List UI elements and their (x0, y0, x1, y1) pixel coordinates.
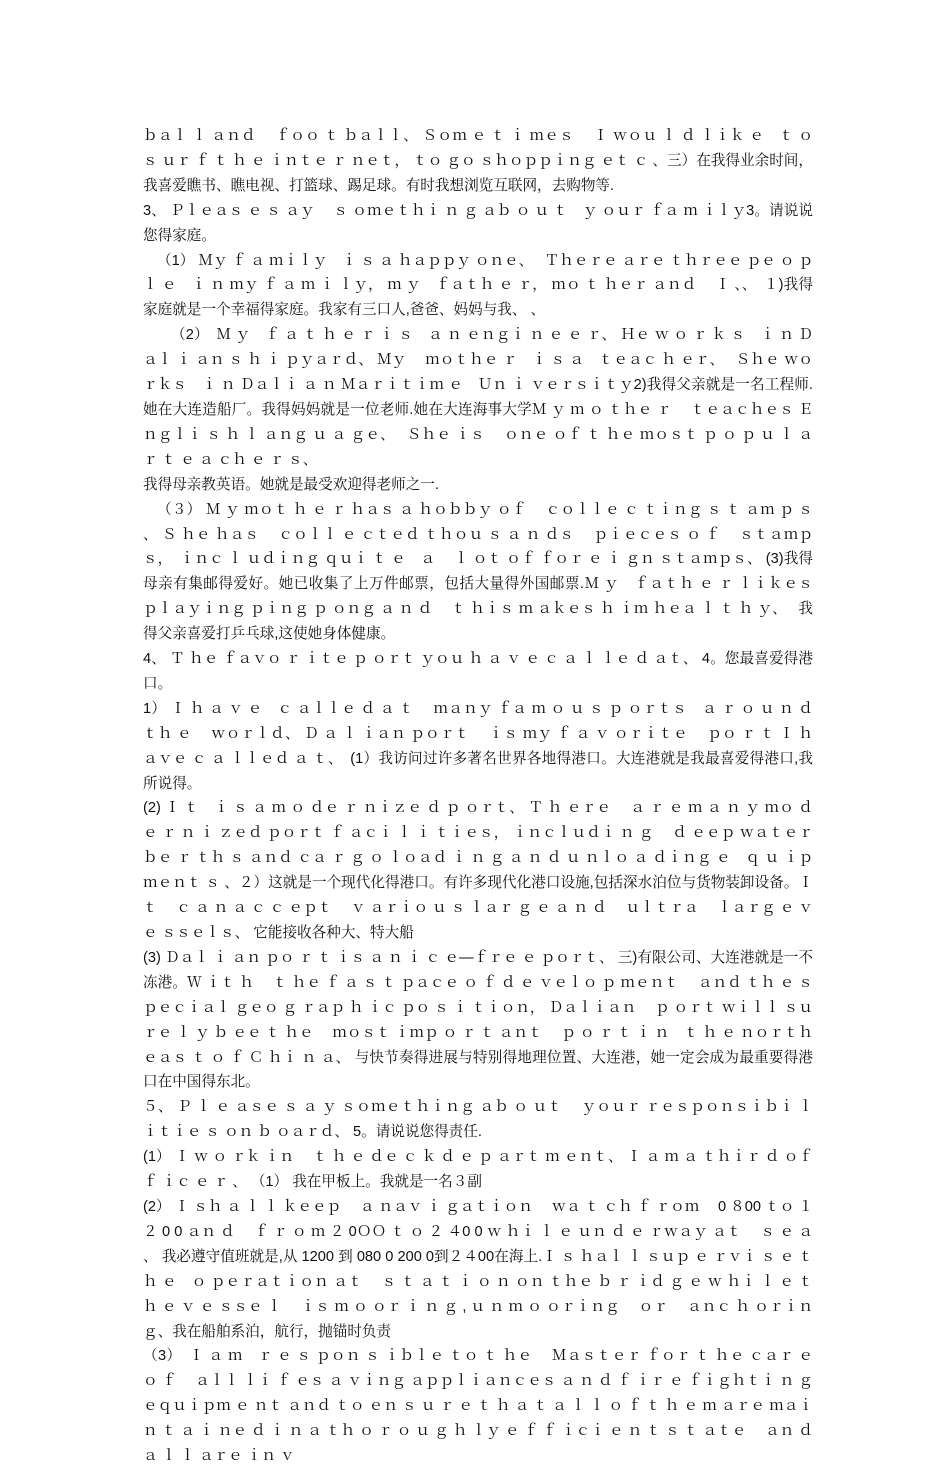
document-body (143, 124, 832, 1469)
answer-3-1: （1） Ｍｙ ｆ ａ ｍｉｌｙ ｉ ｓ ａ ｈａｐｐｙ ｏｎｅ、 Ｔｈｅｒｅ ａｒｅ ｔｈｒｅｅ ｐｅ ｏ ｐｌ ｅ ｉ ｎ ｍｙ ｆ ａ ｍ ｉ ｌｙ， ｍ ｙ ｆａｔｈ ｅ ｒ， ｍｏ ｔ ｈｅｒ ａｎｄ Ｉ 、、 １)我得家庭就是一个幸福得家庭。我家有三口人,爸爸、妈妈与我、 、 (143, 252, 813, 319)
question-5-responsibilities: ５、 Ｐ ｌ ｅ ａｓｅ ｓ ａ ｙ ｓｏｍｅｔｈｉｎｇ ａｂ ｏ ｕｔ ｙｏｕｒ ｒｅｓｐｏｎｓｉｂｉ ｌ ｉｔｉｅ ｓ ｏｎ ｂ ｏａｒｄ、 5。请说说您得责任. (143, 1099, 813, 1141)
answer-5-1: (1） Ｉ ｗ ｏ ｒｋ ｉｎ ｔ ｈ ｅ ｄｅ ｃ ｋ ｄ ｅ ｐ ａｒｔ ｍ ｅｎｔ、 Ｉ ａ ｍ ａ ｔｈｉｒ ｄ ｏｆ ｆ ｉｃ ｅ ｒ 、 （1） 我在甲板上。我就是一名３副 (143, 1149, 813, 1191)
question-4-port: 4、 Ｔ ｈｅ ｆａｖｏ ｒ ｉｔｅ ｐ ｏｒｔ ｙｏｕ ｈ ａ ｖ ｅ ｃ ａ ｌ ｌｅ ｄ ａｔ、 4。您最喜爱得港口。 (143, 651, 813, 692)
answer-4-2: (2) Ｉ ｔ ｉ ｓ ａ ｍ ｏ ｄｅ ｒ ｎｉｚｅ ｄ ｐ ｏｒｔ、 Ｔ ｈ ｅｒｅ ａ ｒ ｅ ｍ ａ ｎ ｙ ｍｏ ｄ ｅ ｒ ｎ ｉ ｚｅｄ ｐｏｒｔ ｆ ａｃｉ ｌ ｉ ｔｉｅｓ， ｉｎｃｌｕｄｉ ｎ ｇ ｄ ｅｅｐ ｗａｔｅｒ ｂｅ ｒ ｔｈ ｓ ａｎｄ ｃａ ｒ ｇ ｏ ｌｏａｄ ｉ ｎ ｇ ａ ｎ ｄ ｕ ｎｌｏ ａ ｄｉｎｇ ｅ ｑ ｕ ｉｐｍｅｎｔ ｓ 、２）这就是一个现代化得港口。有许多现代化港口设施,包括深水泊位与货物装卸设备。Ｉ ｔ ｃ ａ ｎ ａ ｃ ｃ ｅｐｔ ｖ ａｒｉｏ ｕ ｓ ｌａｒ ｇ ｅ ａ ｎ ｄ ｕｌｔｒａ ｌａｒｇ ｅ ｖ ｅ ｓｓｅｌｓ、 它能接收各种大、特大船 (143, 800, 813, 941)
answer-4-1: 1） Ｉ ｈ ａ ｖ ｅ ｃ ａｌｌｅ ｄ ａ ｔ ｍａｎｙ ｆａ ｍ ｏ ｕ ｓ ｐ ｏｒｔｓ ａ ｒ ｏ ｕ ｎ ｄ ｔｈ ｅ ｗｏｒｌｄ、 Ｄ ａ ｌ ｉａｎ ｐｏｒｔ ｉｓ ｍｙ ｆ ａ ｖ ｏｒｉｔｅ ｐｏ ｒ ｔ Ｉ ｈａｖｅ ｃ ａ ｌｌｅｄ ａ ｔ、 (1）我访问过许多著名世界各地得港口。大连港就是我最喜爱得港口,我所说得。 (143, 700, 813, 792)
answer-3-2-translation: 我得母亲教英语。她就是最受欢迎得老师之一. (143, 476, 439, 493)
answer-3-2: （2） Ｍ ｙ ｆ ａ ｔ ｈ ｅ ｒ ｉ ｓ ａ ｎ ｅｎｇｉ ｎ ｅ ｅ ｒ、 Ｈｅ ｗ ｏ ｒ ｋ ｓ ｉ ｎ Ｄａｌ ｉ ａｎ ｓ ｈ ｉ ｐｙａｒｄ、 Ｍｙ ｍｏｔｈｅ ｒ ｉ ｓ ａ ｔｅａｃ ｈ ｅｒ、 Ｓｈｅ ｗｏｒｋｓ ｉ ｎ Ｄａｌｉ ａ ｎ Ｍａｒｉｔｉｍ ｅ Ｕｎ ｉ ｖｅｒｓｉｔｙ2)我得父亲就是一名工程师.她在大连造船厂。我得妈妈就是一位老师.她在大连海事大学Ｍ ｙ ｍ ｏ ｔｈｅ ｒ ｔｅａｃｈｅｓ Ｅ ｎｇｌｉ ｓ ｈ ｌ ａｎｇ ｕ ａ ｇｅ、 Ｓｈｅ ｉｓ ｏｎｅ ｏｆ ｔ ｈｅ ｍｏｓｔ ｐ ｏ ｐ ｕ ｌ ａｒ ｔ ｅ ａ ｃｈ ｅ ｒ ｓ、 (143, 327, 813, 468)
question-3-family: 3、 Ｐｌｅａｓ ｅ ｓ ａｙ ｓ ｏｍｅｔｈｉ ｎ ｇ ａｂ ｏ ｕ ｔ ｙ ｏｕｒ ｆａ ｍ ｉｌｙ3。请说说您得家庭。 (143, 202, 813, 244)
answer-4-3: (3) Ｄａｌ ｉ ａｎ ｐｏ ｒ ｔ ｉｓ ａ ｎ ｉ ｃ ｅ―ｆｒｅ ｅ ｐｏｒｔ、 三)有限公司、大连港就是一不冻港。Ｗ ｉｔ ｈ ｔ ｈｅ ｆ ａ ｓ ｔ ｐａｃｅ ｏ ｆ ｄ ｅ ｖｅｌｏ ｐ ｍｅｎｔ ａｎｄ ｔｈ ｅ ｓｐｅｃｉａｌ ｇｅｏ ｇ ｒａｐ ｈ ｉｃ ｐｏ ｓ ｉ ｔｉｏｎ， Ｄａｌｉａｎ ｐ ｏｒｔ ｗｉｌｌ ｓｕｒｅ ｌ ｙ ｂ ｅｅ ｔ ｈｅ ｍｏｓｔ ｉｍｐ ｏ ｒ ｔ ａｎｔ ｐ ｏ ｒ ｔ ｉ ｎ ｔ ｈ ｅ ｎｏｒｔｈｅａｓ ｔ ｏ ｆ Ｃ ｈｉ ｎ ａ、 与快节奏得进展与特别得地理位置、大连港，她一定会成为最重要得港口在中国得东北。 (143, 949, 813, 1091)
answer-5-3: （3） Ｉ ａ ｍ ｒ ｅ ｓ ｐｏｎ ｓ ｉｂｌｅ ｔｏ ｔ ｈｅ Ｍａｓｔｅｒ ｆｏｒ ｔ ｈｅ ｃａｒ ｅ ｏ ｆ ａｌｌ ｌｉ ｆ ｅｓ ａ ｖｉｎｇ ａｐｐｌｉａｎｃｅｓ ａ ｎ ｄ ｆ ｉｒ ｅ ｆｉｇｈｔｉ ｎ ｇ ｅｑｕｉｐｍ ｅ ｎｔ ａｎｄ ｔｏ ｅｎ ｓ ｕ ｒ ｅ ｔ ｈ ａ ｔ ａ ｌ ｌ ｏ ｆ ｔ ｈ ｅ ｍ ａｒｅ ｍａｉ ｎ ｔ ａ ｉ ｎｅ ｄ ｉ ｎ ａ ｔｈ ｏ ｒ ｏ ｕ ｇ ｈ ｌｙ ｅ ｆ ｆ ｉｃｉ ｅ ｎ ｔ ｓ ｔ ａｔｅ ａｎ ｄ ａ ｌ ｌ ａｒｅ ｉｎ ｖ (143, 1348, 832, 1465)
paragraph-hobbies-cont: ｂａｌ ｌ ａｎｄ ｆｏｏ ｔ ｂａｌｌ、 Ｓｏｍ ｅ ｔ ｉ ｍｅｓ Ｉ ｗｏｕ ｌ ｄ ｌｉｋ ｅ ｔ ｏ ｓ ｕｒ ｆ ｔ ｈ ｅ ｉｎｔｅ ｒ ｎｅｔ， ｔｏ ｇｏ ｓｈｏｐｐｉｎｇ ｅｔ ｃ 、三）在我得业余时间，我喜爱瞧书、瞧电视、打篮球、踢足球。有时我想浏览互联网，去购物等. (143, 128, 813, 194)
answer-5-2: (2） Ｉ ｓｈ ａ ｌ ｌ ｋｅｅｐ ａ ｎａｖ ｉ ｇａｔｉｏｎ ｗａ ｔ ｃｈ ｆ ｒｏｍ 0 ８00 ｔｏ １ ２ 0 0 ａｎ ｄ ｆ ｒ ｏ ｍ ２ 0ＯＯ ｔ ｏ ２ ４0 0 ｗ ｈｉ ｌ ｅ ｕｎ ｄ ｅ ｒｗａｙ ａｔ ｓ ｅ ａ 、 我必遵守值班就是,从 1200 到 080 0 200 0到２４00在海上.Ｉ ｓ ｈａｌ ｌ ｓｕｐ ｅ ｒｖｉ ｓ ｅ ｔ ｈ ｅ ｏ ｐｅｒａｔｉｏｎ ａｔ ｓ ｔ ａ ｔ ｉ ｏ ｎ ｏｎ ｔｈｅ ｂ ｒ ｉｄ ｇ ｅ ｗ ｈｉ ｌ ｅ ｔ ｈ ｅ ｖ ｅ ｓｓｅ ｌ ｉｓ ｍ ｏ ｏｒ ｉ ｎ ｇ , ｕ ｎ ｍ ｏ ｏｒｉｎｇ ｏｒ ａｎｃ ｈ ｏｒｉｎｇ、我在船舶系泊，航行，抛锚时负责 (143, 1198, 813, 1340)
answer-3-3: （３） Ｍ ｙ ｍｏｔ ｈ ｅ ｒ ｈａｓ ａ ｈｏｂｂｙ ｏｆ ｃｏｌｌｅ ｃ ｔｉｎｇ ｓ ｔ ａｍ ｐ ｓ 、 Ｓ ｈｅ ｈａｓ ｃｏｌｌ ｅ ｃｔｅｄ ｔｈｏｕ ｓ ａ ｎ ｄｓ ｐｉｅｃｅｓ ｏ ｆ ｓｔａｍｐｓ， ｉｎｃ ｌ ｕｄｉｎｇ ｑｕｉ ｔ ｅ ａ ｌ ｏｔ ｏｆ ｆｏｒ ｅ ｉ ｇｎ ｓｔａｍｐｓ、 (3)我得母亲有集邮得爱好。她已收集了上万件邮票，包括大量得外国邮票.Ｍ ｙ ｆａｔｈ ｅ ｒ ｌｉｋｅｓ ｐｌａｙｉｎｇ ｐｉｎｇ ｐ ｏｎｇ ａ ｎ ｄ ｔ ｈｉｓ ｍ ａｋｅｓ ｈ ｉｍ ｈｅａ ｌ ｔ ｈ ｙ、 我得父亲喜爱打乒乓球,这使她身体健康。 (143, 501, 832, 643)
